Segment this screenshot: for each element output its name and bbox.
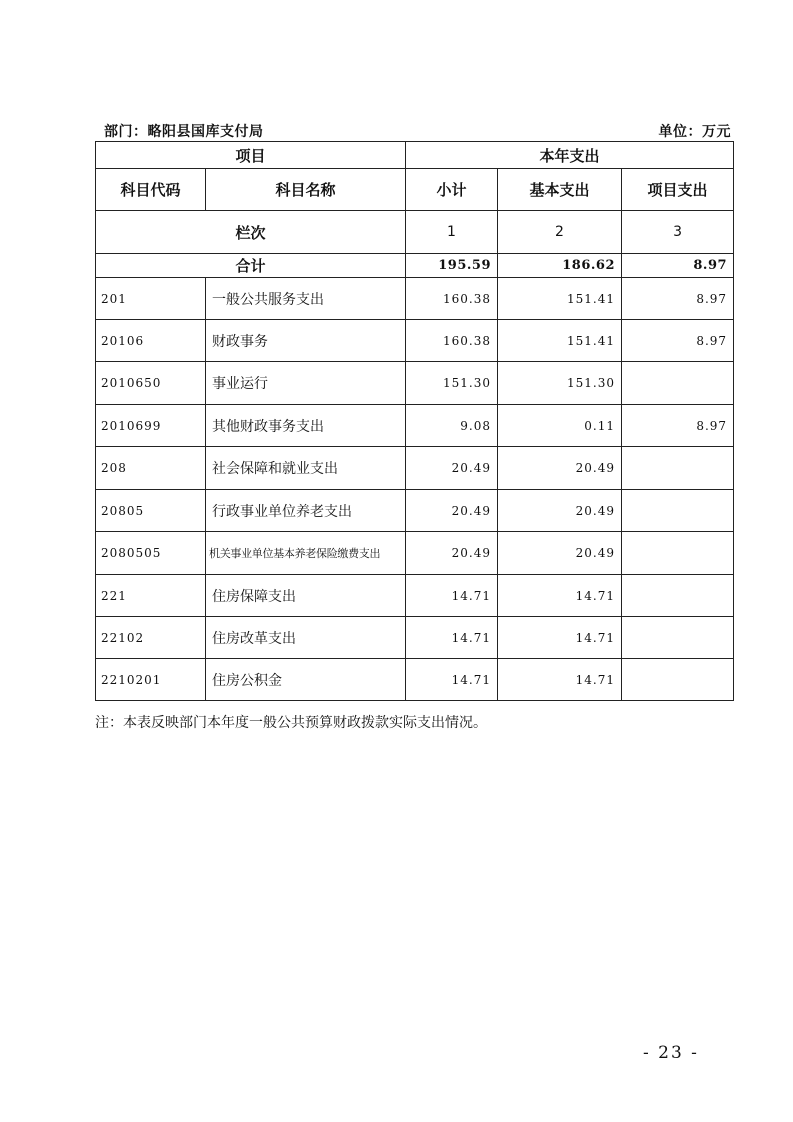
row-basic: 0.11: [498, 405, 622, 447]
row-subtotal: 9.08: [406, 405, 498, 447]
row-subtotal: 20.49: [406, 532, 498, 575]
unit-label: 单位：万元: [658, 124, 731, 140]
row-project: [622, 532, 734, 575]
row-name: 住房保障支出: [206, 575, 406, 617]
table-row: [96, 447, 734, 490]
table-row: [96, 405, 734, 447]
row-basic: 14.71: [498, 575, 622, 617]
total-label: 合计: [96, 254, 406, 278]
column-number-3: 3: [622, 211, 734, 254]
table-row: [96, 362, 734, 405]
row-name: 事业运行: [206, 362, 406, 405]
total-row: [96, 254, 734, 278]
row-subtotal: 14.71: [406, 617, 498, 659]
row-name: 一般公共服务支出: [206, 278, 406, 320]
table-row: [96, 490, 734, 532]
row-basic: 151.30: [498, 362, 622, 405]
row-name: 机关事业单位基本养老保险缴费支出: [206, 532, 406, 575]
table-group-header-row: [96, 142, 734, 169]
row-code: 201: [96, 278, 206, 320]
table-column-header-row: [96, 169, 734, 211]
expenditure-table: [95, 141, 734, 701]
row-name: 其他财政事务支出: [206, 405, 406, 447]
total-basic: 186.62: [498, 254, 622, 278]
row-basic: 14.71: [498, 617, 622, 659]
row-name: 住房公积金: [206, 659, 406, 701]
row-basic: 151.41: [498, 278, 622, 320]
department-label: 部门：略阳县国库支付局: [104, 124, 264, 140]
row-project: 8.97: [622, 320, 734, 362]
total-subtotal: 195.59: [406, 254, 498, 278]
table-row: [96, 575, 734, 617]
row-subtotal: 20.49: [406, 447, 498, 490]
row-basic: 20.49: [498, 490, 622, 532]
page-number: - 23 -: [643, 1043, 699, 1063]
column-header-basic: 基本支出: [498, 169, 622, 211]
column-header-project: 项目支出: [622, 169, 734, 211]
row-code: 20805: [96, 490, 206, 532]
row-subtotal: 151.30: [406, 362, 498, 405]
row-code: 22102: [96, 617, 206, 659]
footnote: 注：本表反映部门本年度一般公共预算财政拨款实际支出情况。: [95, 715, 487, 731]
row-name: 住房改革支出: [206, 617, 406, 659]
row-project: [622, 617, 734, 659]
row-project: 8.97: [622, 278, 734, 320]
row-name: 行政事业单位养老支出: [206, 490, 406, 532]
table-row: [96, 532, 734, 575]
row-subtotal: 14.71: [406, 575, 498, 617]
column-number-2: 2: [498, 211, 622, 254]
row-subtotal: 160.38: [406, 278, 498, 320]
row-code: 2080505: [96, 532, 206, 575]
column-number-row: [96, 211, 734, 254]
column-header-name: 科目名称: [206, 169, 406, 211]
group-header-expense: 本年支出: [406, 142, 734, 169]
row-name: 财政事务: [206, 320, 406, 362]
row-code: 208: [96, 447, 206, 490]
total-project: 8.97: [622, 254, 734, 278]
row-code: 2010650: [96, 362, 206, 405]
row-code: 2210201: [96, 659, 206, 701]
column-header-subtotal: 小计: [406, 169, 498, 211]
group-header-item: 项目: [96, 142, 406, 169]
row-basic: 151.41: [498, 320, 622, 362]
table-row: [96, 617, 734, 659]
row-project: [622, 575, 734, 617]
row-subtotal: 160.38: [406, 320, 498, 362]
row-code: 2010699: [96, 405, 206, 447]
table-row: [96, 320, 734, 362]
row-code: 221: [96, 575, 206, 617]
table-row: [96, 659, 734, 701]
row-subtotal: 20.49: [406, 490, 498, 532]
table-row: [96, 278, 734, 320]
row-project: [622, 447, 734, 490]
row-project: 8.97: [622, 405, 734, 447]
row-subtotal: 14.71: [406, 659, 498, 701]
row-basic: 20.49: [498, 532, 622, 575]
row-basic: 14.71: [498, 659, 622, 701]
row-project: [622, 659, 734, 701]
row-basic: 20.49: [498, 447, 622, 490]
column-number-label: 栏次: [96, 211, 406, 254]
row-project: [622, 490, 734, 532]
column-number-1: 1: [406, 211, 498, 254]
row-code: 20106: [96, 320, 206, 362]
row-project: [622, 362, 734, 405]
column-header-code: 科目代码: [96, 169, 206, 211]
row-name: 社会保障和就业支出: [206, 447, 406, 490]
